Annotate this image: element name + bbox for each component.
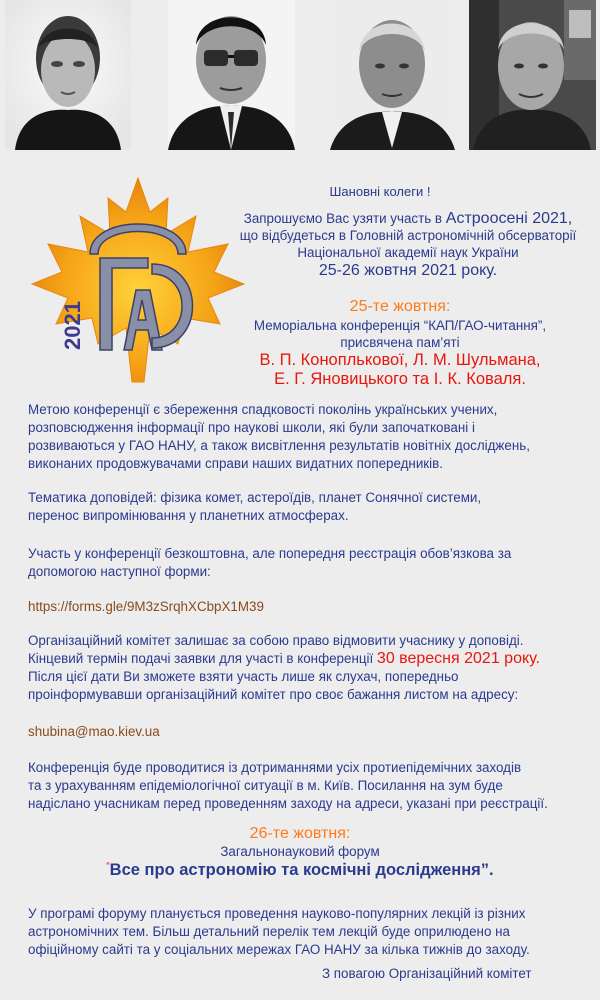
committee-paragraph: Організаційний комітет залишає за собою право відмовити учаснику у доповіді. Кінцевий термін подачі заявки для участі в конференції 30 вересня 2021 року. Після цієї дати Ви зможете взяти участь лише як слухач, попередньо проінформувавши організаційний комітет про своє бажання листом на адресу:: [28, 633, 540, 702]
portrait-photo: [469, 0, 596, 150]
greeting: [300, 184, 460, 199]
invitation-line3: Національної академії наук України: [297, 245, 519, 260]
logo-year: 2021: [60, 301, 85, 350]
day2-date: 26-те жовтня:: [249, 825, 351, 842]
covid-paragraph: Конференція буде проводитися із дотриманнями усіх протиепідемічних заходів та з урахуванням епідеміологічної ситуації в м. Київ. Посилання на зум буде надіслано учасникам перед проведенням заходу на адреси, указані при реєстрації.: [28, 760, 548, 811]
day1-date: 25-те жовтня:: [349, 298, 451, 315]
day2-title: “Все про астрономію та космічні дослідження”.: [106, 861, 494, 879]
day2-forum: Загальнонауковий форум: [220, 844, 380, 859]
portrait-photo: [168, 0, 295, 150]
day1-block: [216, 298, 584, 389]
goal-paragraph: Метою конференції є збереження спадковості поколінь українських учених, розповсюдження інформації про наукові школи, які були започатковані і розвиваються у ГАО НАНУ, а також висвітлення результатів новітніх досліджень, виконаних продовжувачами справи наших видатних попередників.: [28, 402, 530, 471]
registration-paragraph: Участь у конференції безкоштовна, але попередня реєстрація обов’язкова за допомогою наступної форми:: [28, 546, 512, 579]
day1-names-line2: Е. Г. Яновицького та І. К. Коваля.: [274, 370, 526, 388]
portrait-photo: [330, 0, 455, 150]
deadline-date: 30 вересня 2021 року.: [376, 650, 540, 667]
day1-title: Меморіальна конференція “КАП/ГАО-читання”,: [253, 318, 547, 333]
invitation-line2: що відбудеться в Головній астрономічній обсерваторії: [239, 228, 577, 243]
signature: З повагою Організаційний комітет: [322, 966, 532, 981]
day1-dedication: присвячена пам’яті: [340, 335, 460, 350]
portrait-photo: [5, 0, 131, 150]
maple-leaf-icon: [32, 178, 244, 382]
day1-names-line1: В. П. Коноплькової, Л. М. Шульмана,: [259, 351, 541, 369]
greeting-text: Шановні колеги !: [329, 184, 431, 199]
forum-paragraph: У програмі форуму планується проведення науково-популярних лекцій із різних астрономічних тем. Більш детальний перелік тем лекцій буде оприлюдено на офіційному сайті та у соціальних мережах ГАО НАНУ за кілька тижнів до заходу.: [28, 906, 530, 957]
portrait-row: [0, 0, 600, 150]
contact-email-link[interactable]: shubina@mao.kiev.ua: [28, 724, 160, 739]
event-dates: 25-26 жовтня 2021 року.: [318, 262, 498, 279]
invitation-line1: Запрошуємо Вас узяти участь в Астроосені 2021,: [243, 210, 573, 227]
day2-block: [0, 825, 600, 880]
event-name: Астроосені 2021,: [445, 210, 573, 227]
topics-paragraph: Тематика доповідей: фізика комет, астероїдів, планет Сонячної системи, перенос випромінювання у планетних атмосферах.: [28, 490, 482, 523]
registration-form-link[interactable]: https://forms.gle/9M3zSrqhXCbpX1M39: [28, 599, 264, 614]
invitation-block: [216, 210, 600, 279]
gao-logo: [28, 172, 248, 392]
